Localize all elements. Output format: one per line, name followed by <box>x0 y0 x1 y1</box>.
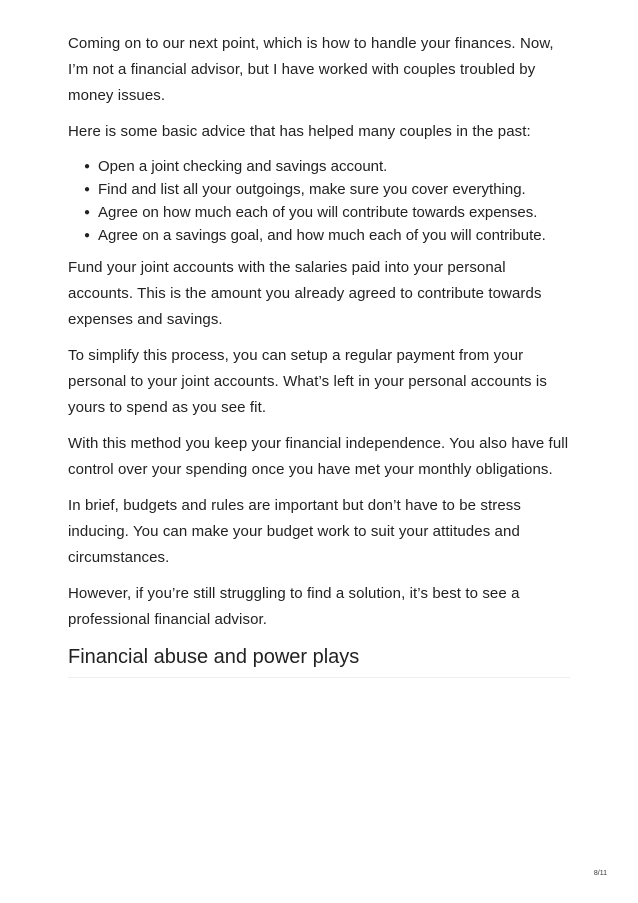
list-item-text: Open a joint checking and savings account. <box>98 158 388 175</box>
advice-list <box>68 155 570 247</box>
bullet-icon: ● <box>84 161 91 172</box>
list-item-text: Agree on a savings goal, and how much each of you will contribute. <box>98 227 546 244</box>
paragraph-fund-accounts: Fund your joint accounts with the salaries paid into your personal accounts. This is the amount you already agreed to contribute towards expenses and savings. <box>68 259 542 328</box>
paragraph-professional-advisor: However, if you’re still struggling to find a solution, it’s best to see a professional financial advisor. <box>68 585 520 628</box>
bullet-icon: ● <box>84 184 91 195</box>
list-item <box>84 201 570 224</box>
bullet-icon: ● <box>84 207 91 218</box>
section-heading: Financial abuse and power plays <box>68 643 570 678</box>
bullet-icon: ● <box>84 230 91 241</box>
paragraph-basic-advice: Here is some basic advice that has helped many couples in the past: <box>68 123 531 140</box>
paragraph-in-brief: In brief, budgets and rules are important but don’t have to be stress inducing. You can make your budget work to suit your attitudes and circumstances. <box>68 497 521 566</box>
paragraph-finances-intro: Coming on to our next point, which is how to handle your finances. Now, I’m not a financial advisor, but I have worked with couples troubled by money issues. <box>68 35 554 104</box>
list-item-text: Agree on how much each of you will contribute towards expenses. <box>98 204 538 221</box>
paragraph-financial-independence: With this method you keep your financial independence. You also have full control over your spending once you have met your monthly obligations. <box>68 435 569 478</box>
list-item-text: Find and list all your outgoings, make sure you cover everything. <box>98 181 526 198</box>
list-item <box>84 224 570 247</box>
paragraph-simplify-process: To simplify this process, you can setup a regular payment from your personal to your joint accounts. What’s left in your personal accounts is yours to spend as you see fit. <box>68 347 547 416</box>
page-number: 8/11 <box>593 870 607 877</box>
list-item <box>84 178 570 201</box>
document-page <box>68 31 570 678</box>
list-item <box>84 155 570 178</box>
